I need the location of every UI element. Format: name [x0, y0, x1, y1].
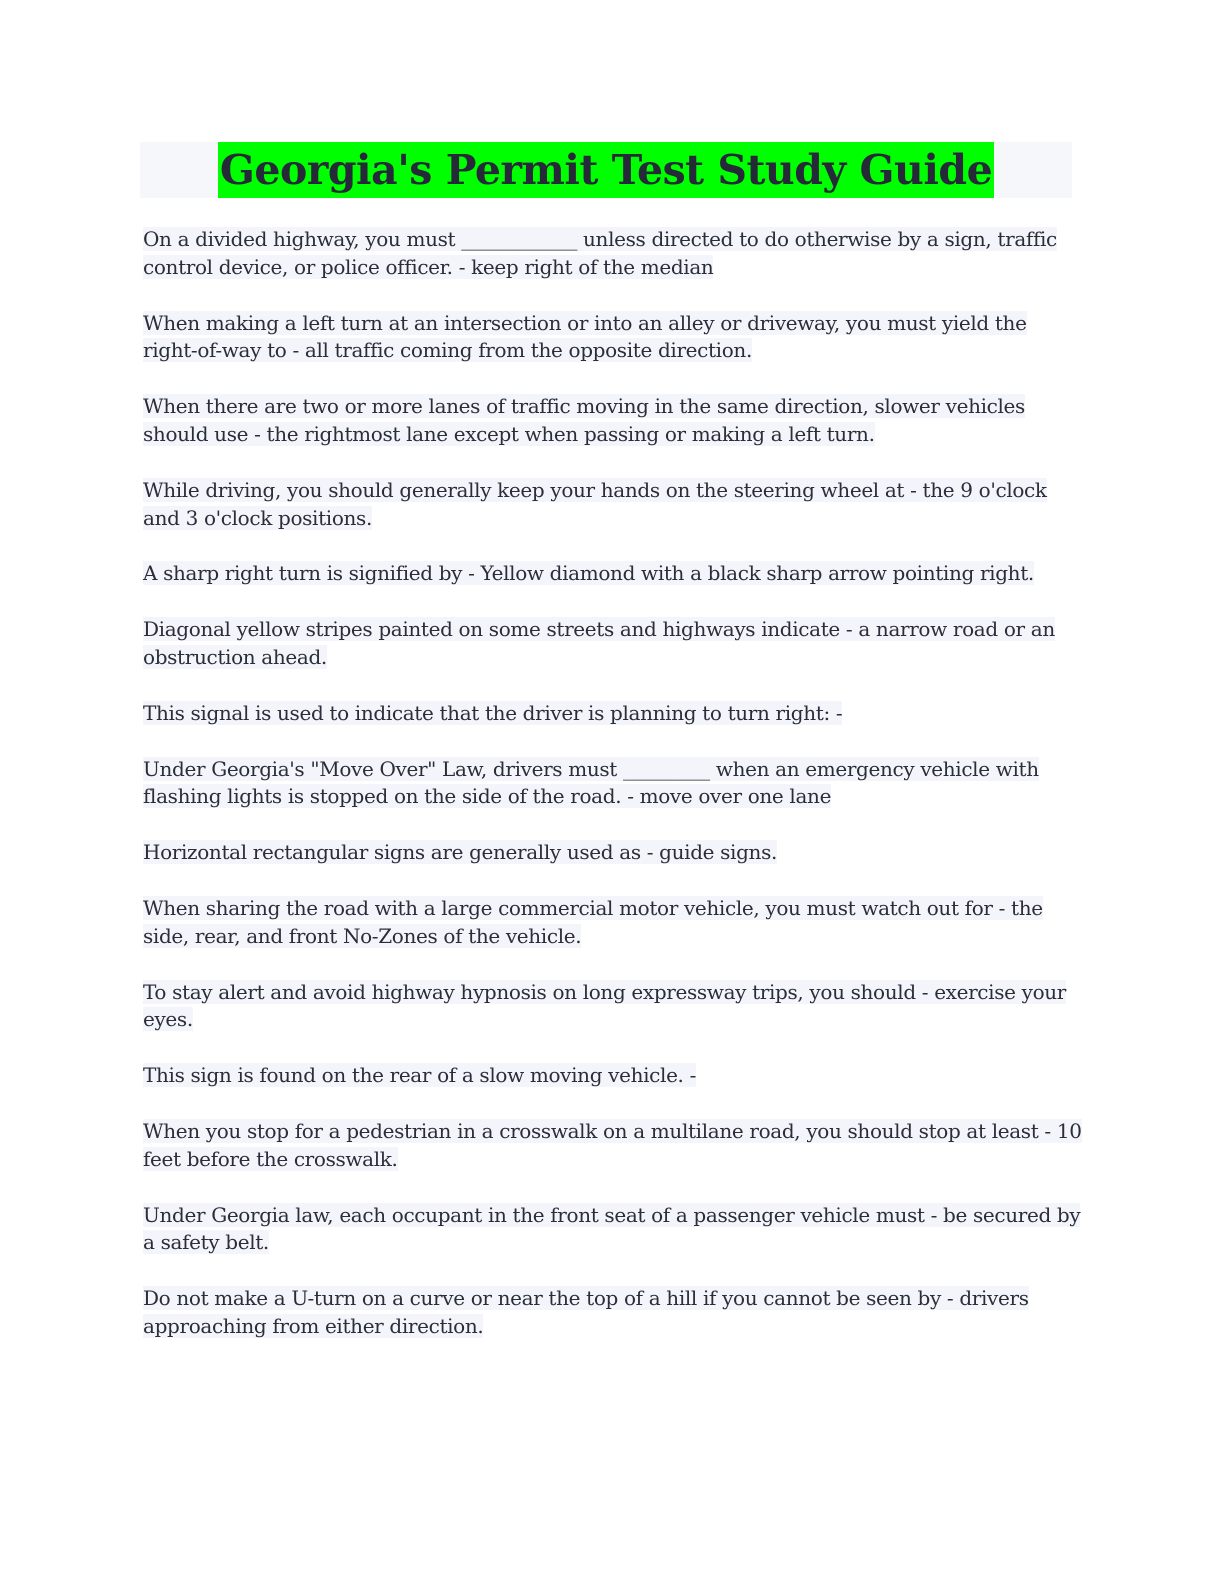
list-item [143, 839, 1083, 867]
list-item-text: Under Georgia law, each occupant in the front seat of a passenger vehicle must - be secured by a safety belt. [143, 1202, 1081, 1255]
list-item [143, 1118, 1083, 1174]
list-item-text: This signal is used to indicate that the driver is planning to turn right: - [143, 700, 843, 725]
list-item [143, 477, 1083, 533]
list-item [143, 1285, 1083, 1341]
list-item-text: When sharing the road with a large commercial motor vehicle, you must watch out for - the side, rear, and front No-Zones of the vehicle. [143, 895, 1043, 948]
list-item [143, 310, 1083, 366]
list-item-text: To stay alert and avoid highway hypnosis on long expressway trips, you should - exercise your eyes. [143, 979, 1066, 1032]
list-item [143, 1202, 1083, 1258]
list-item-text: This sign is found on the rear of a slow moving vehicle. - [143, 1063, 696, 1088]
list-item [143, 1062, 1083, 1090]
page-title: Georgia's Permit Test Study Guide [218, 142, 994, 198]
list-item [143, 560, 1083, 588]
list-item-text: Horizontal rectangular signs are generally used as - guide signs. [143, 840, 777, 865]
list-item [143, 393, 1083, 449]
list-item [143, 756, 1083, 812]
list-item-text: When there are two or more lanes of traffic moving in the same direction, slower vehicles should use - the rightmost lane except when passing or making a left turn. [143, 394, 1025, 446]
list-item [143, 979, 1083, 1035]
list-item [143, 616, 1083, 672]
list-item-text: On a divided highway, you must ____________ unless directed to do otherwise by a sign, traffic control device, or police officer. - keep right of the median [143, 227, 1057, 279]
qa-list [143, 226, 1083, 1369]
list-item-text: While driving, you should generally keep your hands on the steering wheel at - the 9 o'clock and 3 o'clock positions. [143, 477, 1047, 530]
list-item [143, 226, 1083, 282]
list-item-text: Under Georgia's "Move Over" Law, drivers must _________ when an emergency vehicle with flashing lights is stopped on the side of the road. - move over one lane [143, 756, 1039, 809]
list-item-text: A sharp right turn is signified by - Yellow diamond with a black sharp arrow pointing right. [143, 561, 1034, 586]
list-item-text: When you stop for a pedestrian in a crosswalk on a multilane road, you should stop at least - 10 feet before the crosswalk. [143, 1118, 1082, 1171]
list-item [143, 700, 1083, 728]
list-item [143, 895, 1083, 951]
list-item-text: Do not make a U-turn on a curve or near the top of a hill if you cannot be seen by - drivers approaching from either direction. [143, 1286, 1029, 1338]
title-band [140, 142, 1072, 198]
list-item-text: Diagonal yellow stripes painted on some streets and highways indicate - a narrow road or an obstruction ahead. [143, 617, 1055, 669]
list-item-text: When making a left turn at an intersection or into an alley or driveway, you must yield the right-of-way to - all traffic coming from the opposite direction. [143, 310, 1027, 363]
